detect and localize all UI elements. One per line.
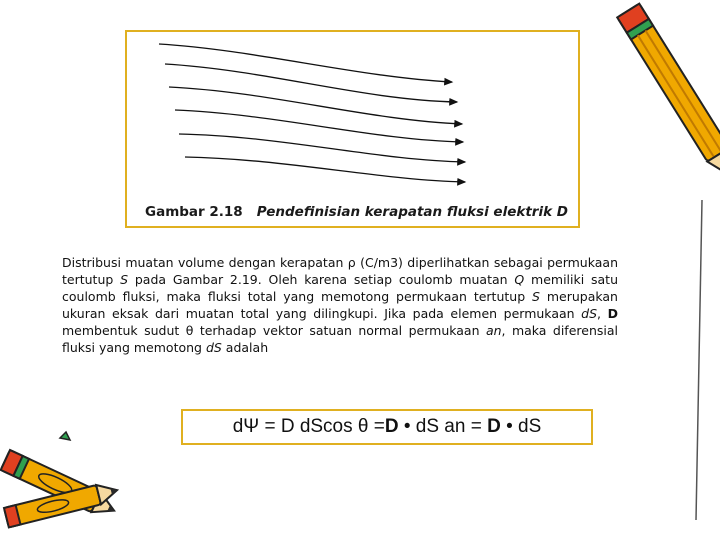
flux-lines-diagram [127,32,578,226]
flux-line [165,64,457,102]
formula-box [181,409,593,445]
flux-line [185,157,465,182]
formula-part: • dS an = [398,416,488,437]
para-text: , [597,306,608,321]
crossed-pencils-icon [0,430,140,540]
para-text: , maka diferensial fluksi yang memotong [62,323,618,355]
para-var: dS [205,340,222,355]
para-text: memiliki satu coulomb fluksi, maka fluksi total yang memotong permukaan tertutup [62,272,618,304]
pencil-icon [607,0,720,530]
para-var: S [532,289,540,304]
formula-part: • dS [500,416,542,437]
figure-caption [145,204,575,220]
para-var: dS [581,306,598,321]
body-paragraph [62,254,618,356]
para-var: an [485,323,502,338]
flux-line [179,134,465,162]
caption-number: Gambar 2.18 [145,204,243,220]
para-var: S [120,272,129,287]
para-text: Distribusi muatan volume dengan kerapatan ρ (C/m3) diperlihatkan sebagai permukaan tertutup [62,255,618,287]
para-text: merupakan ukuran eksak dari muatan total yang dilingkupi. Jika pada elemen permukaan [62,289,618,321]
flux-line [159,44,452,82]
para-text: pada Gambar 2.19. Oleh karena setiap coulomb muatan [128,272,515,287]
figure-frame [125,30,580,228]
formula-bold: D [384,416,399,437]
para-var: Q [514,272,525,287]
formula-text [233,416,542,438]
formula-part: dΨ = D dScos θ = [232,416,385,437]
formula-bold: D [487,416,501,437]
caption-title: Pendefinisian kerapatan fluksi elektrik D [256,204,568,220]
para-text: membentuk sudut θ terhadap vektor satuan normal permukaan [62,323,486,338]
flux-line [175,110,463,142]
para-bold: D [607,306,619,321]
flux-line [169,87,462,124]
para-text: adalah [221,340,269,355]
